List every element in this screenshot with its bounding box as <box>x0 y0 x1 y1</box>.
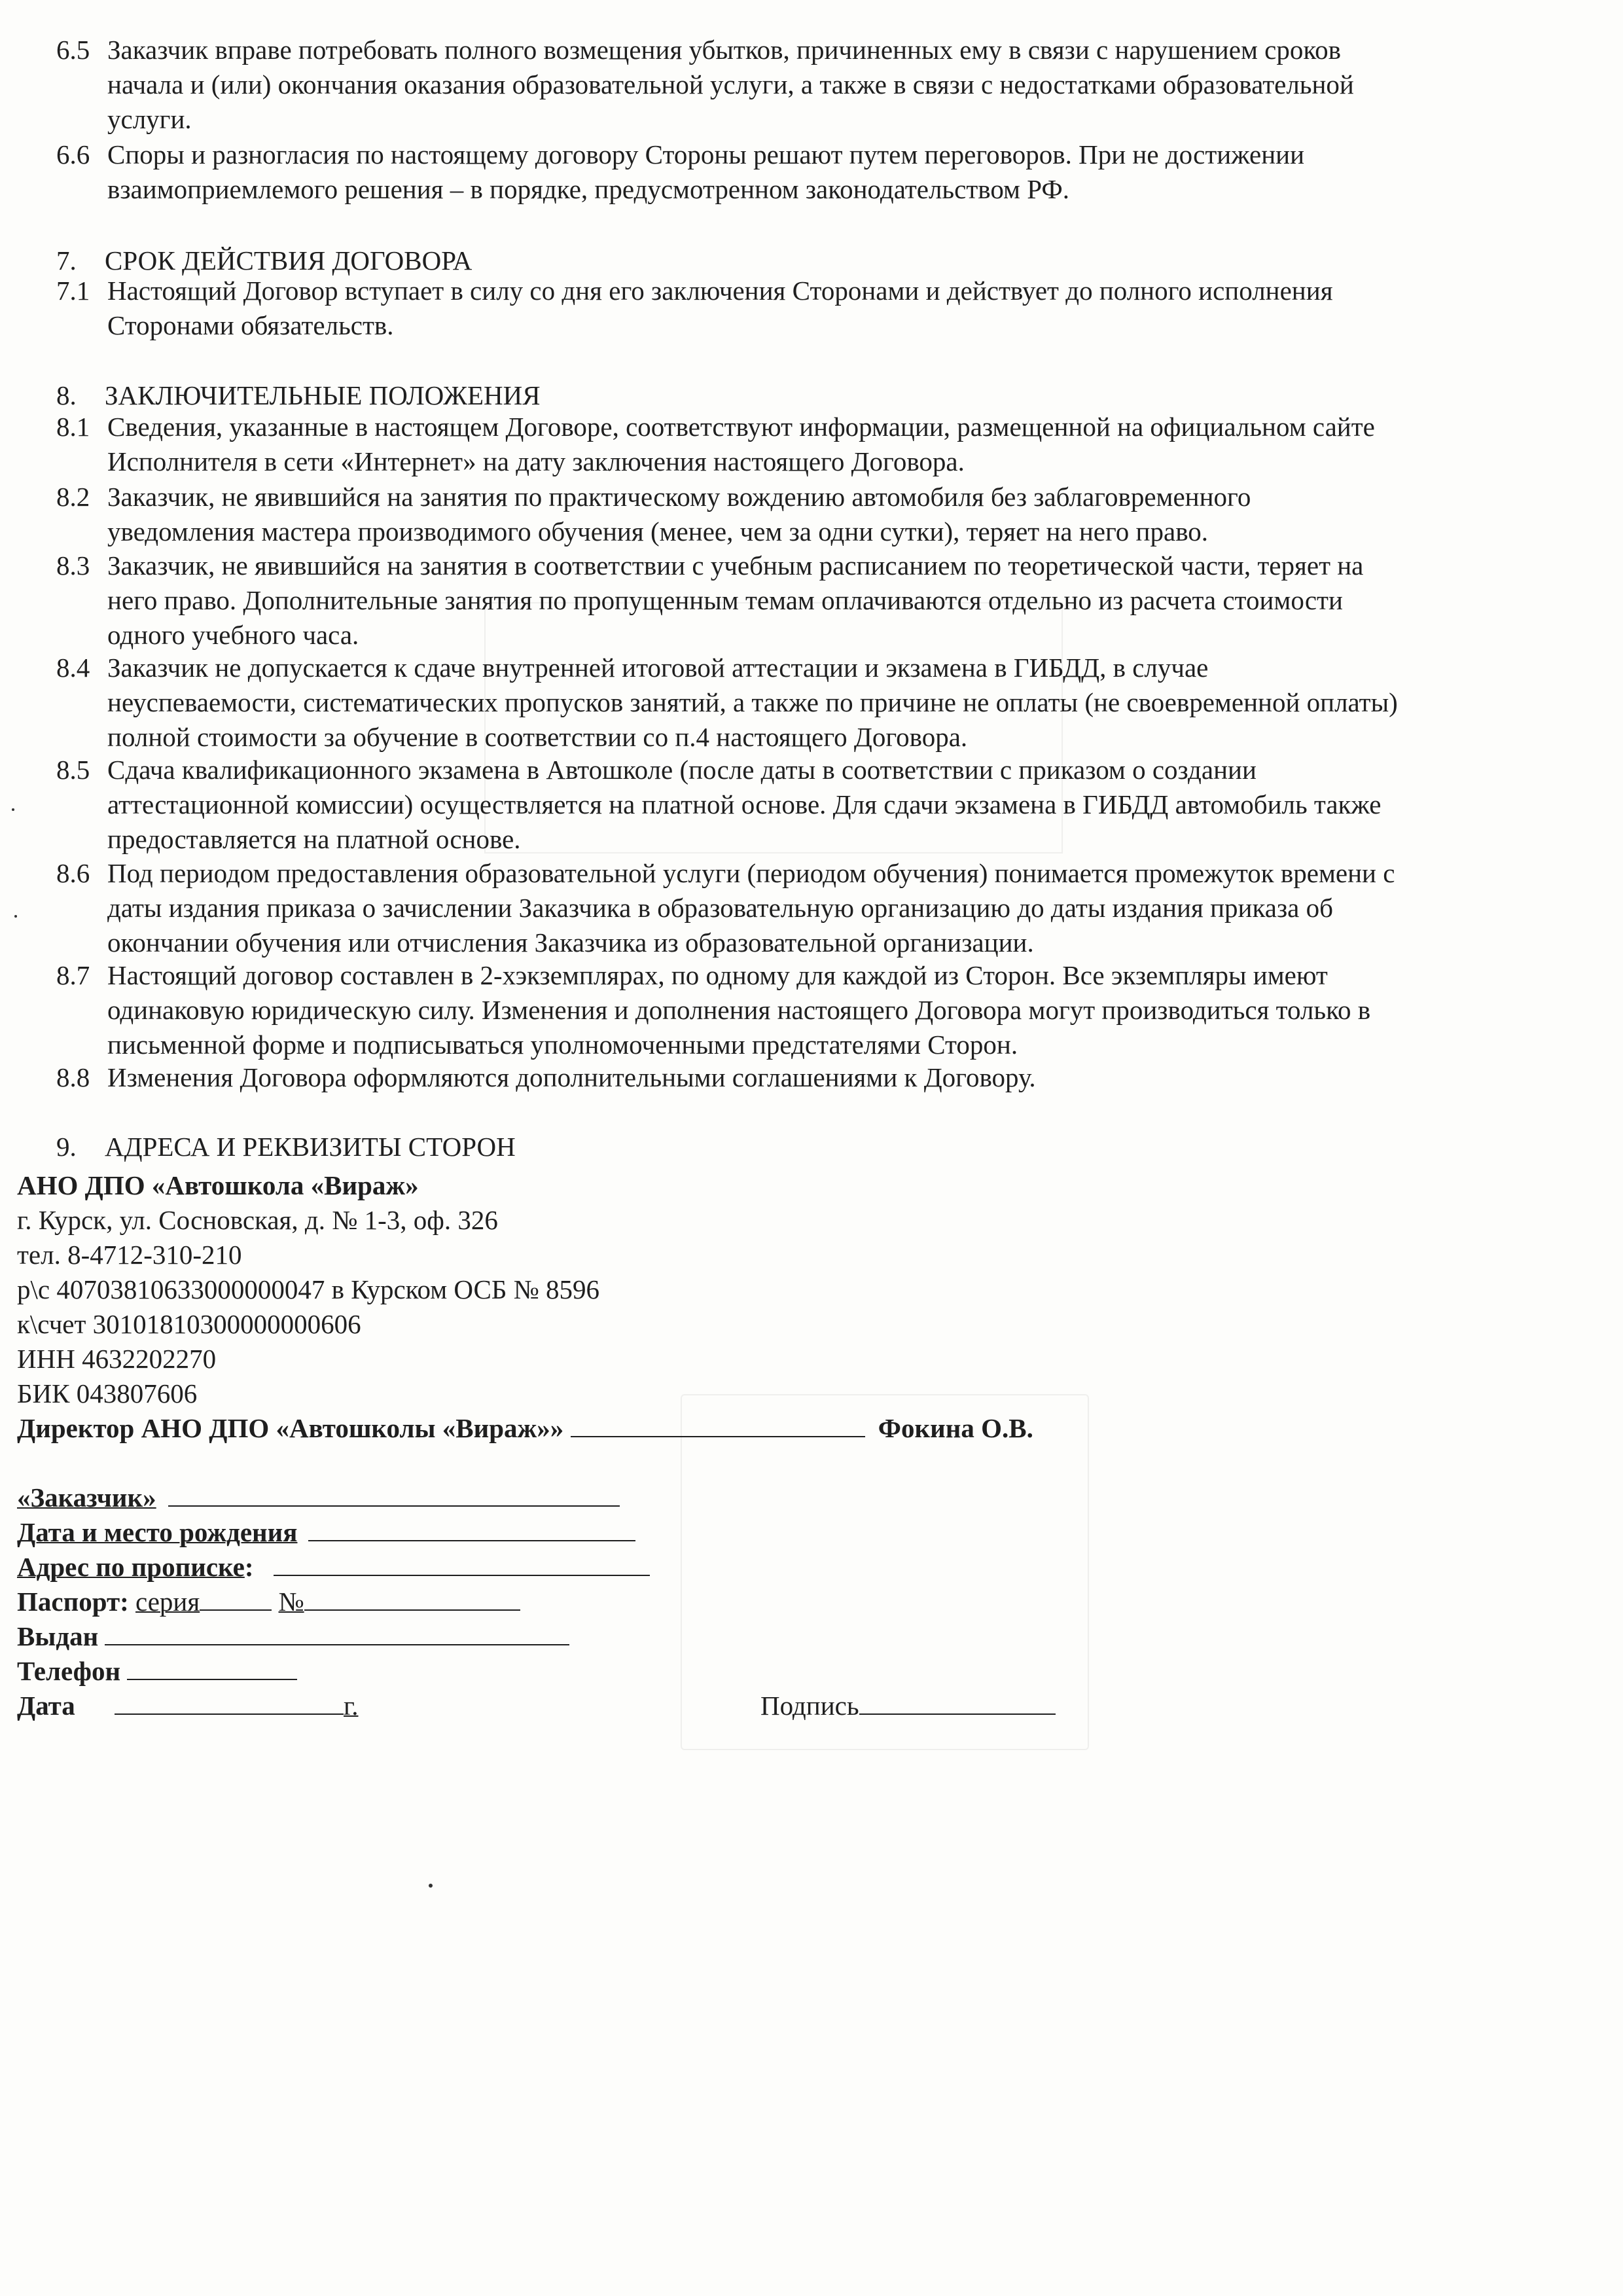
clause-number: 8.4 <box>56 653 90 683</box>
clause-text-line: Сведения, указанные в настоящем Договоре, соответствуют информации, размещенной на официальном сайте <box>107 412 1375 442</box>
section-number: 8. <box>56 380 77 410</box>
passport-number-label: № <box>278 1587 304 1617</box>
issued-blank <box>105 1622 569 1645</box>
clause-number: 8.6 <box>56 858 90 888</box>
signature-label: Подпись <box>760 1691 859 1721</box>
clause-number: 6.6 <box>56 139 90 170</box>
passport-number-blank <box>304 1587 520 1611</box>
org-inn: ИНН 4632202270 <box>17 1344 217 1374</box>
clause-text-line: одного учебного часа. <box>107 620 359 650</box>
birth-label: Дата и место рождения <box>17 1517 298 1547</box>
birth-blank <box>308 1518 635 1541</box>
director-label: Директор АНО ДПО «Автошколы «Вираж»» <box>17 1413 564 1443</box>
clause-text-line: аттестационной комиссии) осуществляется на платной основе. Для сдачи экзамена в ГИБДД автомобиль также <box>107 789 1382 819</box>
address-label: Адрес по прописке <box>17 1552 245 1582</box>
customer-name-blank <box>168 1483 620 1507</box>
clause-text-line: Настоящий договор составлен в 2-хэкземплярах, по одному для каждой из Сторон. Все экземпляры имеют <box>107 960 1328 990</box>
org-corr-account: к\счет 30101810300000000606 <box>17 1309 361 1339</box>
clause-text-line: неуспеваемости, систематических пропусков занятий, а также по причине не оплаты (не своевременной оплаты) <box>107 687 1398 717</box>
scan-speck <box>429 1884 433 1888</box>
clause-text-line: него право. Дополнительные занятия по пропущенным темам оплачиваются отдельно из расчета стоимости <box>107 585 1343 615</box>
phone-label: Телефон <box>17 1656 121 1686</box>
clause-number: 8.1 <box>56 412 90 442</box>
customer-title-line <box>17 1480 620 1515</box>
clause-text-line: Сдача квалификационного экзамена в Автошколе (после даты в соответствии с приказом о создании <box>107 755 1257 785</box>
clause-text-line: Сторонами обязательств. <box>107 310 394 340</box>
clause-text-line: Исполнителя в сети «Интернет» на дату заключения настоящего Договора. <box>107 446 965 476</box>
org-address: г. Курск, ул. Сосновская, д. № 1-3, оф. 326 <box>17 1205 498 1235</box>
director-signature-blank <box>571 1414 865 1437</box>
passport-series-blank <box>200 1587 272 1611</box>
phone-blank <box>127 1657 297 1680</box>
scan-speck <box>14 915 17 918</box>
birth-line <box>17 1515 635 1550</box>
clause-text-line: Настоящий Договор вступает в силу со дня его заключения Сторонами и действует до полного исполнения <box>107 276 1333 306</box>
clause-text-line: услуги. <box>107 104 192 134</box>
clause-number: 8.8 <box>56 1062 90 1092</box>
date-blank <box>115 1691 344 1715</box>
clause-number: 7.1 <box>56 276 90 306</box>
clause-text-line: Заказчик не допускается к сдаче внутренней итоговой аттестации и экзамена в ГИБДД, в случае <box>107 653 1209 683</box>
clause-text-line: предоставляется на платной основе. <box>107 824 521 854</box>
director-name: Фокина О.В. <box>878 1413 1033 1443</box>
clause-text-line: Заказчик, не явившийся на занятия по практическому вождению автомобиля без заблаговременного <box>107 482 1251 512</box>
section-title: ЗАКЛЮЧИТЕЛЬНЫЕ ПОЛОЖЕНИЯ <box>105 380 541 410</box>
clause-text-line: взаимоприемлемого решения – в порядке, предусмотренном законодательством РФ. <box>107 174 1069 204</box>
year-suffix: г. <box>344 1691 359 1721</box>
clause-text-line: одинаковую юридическую силу. Изменения и дополнения настоящего Договора могут производиться только в <box>107 995 1371 1025</box>
clause-text-line: письменной форме и подписываться уполномоченными предстателями Сторон. <box>107 1030 1018 1060</box>
customer-title: «Заказчик» <box>17 1482 156 1513</box>
clause-text-line: Заказчик вправе потребовать полного возмещения убытков, причиненных ему в связи с нарушением сроков <box>107 35 1342 65</box>
phone-line <box>17 1654 297 1689</box>
clause-text-line: начала и (или) окончания оказания образовательной услуги, а также в связи с недостатками образовательной <box>107 69 1354 99</box>
clause-text-line: окончании обучения или отчисления Заказчика из образовательной организации. <box>107 927 1034 958</box>
address-colon: : <box>244 1552 254 1582</box>
address-line <box>17 1550 650 1585</box>
org-account: р\с 40703810633000000047 в Курском ОСБ № 8596 <box>17 1274 600 1304</box>
clause-text-line: Заказчик, не явившийся на занятия в соответствии с учебным расписанием по теоретической части, теряет на <box>107 550 1364 581</box>
date-label: Дата <box>17 1691 75 1721</box>
director-line <box>17 1411 1033 1446</box>
org-bik: БИК 043807606 <box>17 1378 198 1408</box>
section-title: АДРЕСА И РЕКВИЗИТЫ СТОРОН <box>105 1132 516 1162</box>
address-blank <box>274 1552 650 1576</box>
org-name: АНО ДПО «Автошкола «Вираж» <box>17 1170 419 1200</box>
signature-blank <box>859 1691 1056 1715</box>
clause-text-line: Изменения Договора оформляются дополнительными соглашениями к Договору. <box>107 1062 1036 1092</box>
clause-text-line: полной стоимости за обучение в соответствии со п.4 настоящего Договора. <box>107 722 968 752</box>
clause-text-line: Под периодом предоставления образовательной услуги (периодом обучения) понимается промежуток времени с <box>107 858 1395 888</box>
section-number: 9. <box>56 1132 77 1162</box>
issued-label: Выдан <box>17 1621 99 1651</box>
scan-speck <box>12 808 14 811</box>
clause-number: 8.5 <box>56 755 90 785</box>
clause-text-line: Споры и разногласия по настоящему договору Стороны решают путем переговоров. При не достижении <box>107 139 1305 170</box>
clause-number: 8.7 <box>56 960 90 990</box>
passport-line <box>17 1585 520 1619</box>
clause-text-line: даты издания приказа о зачислении Заказчика в образовательную организацию до даты издания приказа об <box>107 893 1333 923</box>
section-title: СРОК ДЕЙСТВИЯ ДОГОВОРА <box>105 245 473 276</box>
signature-line <box>760 1689 1056 1723</box>
date-line <box>17 1689 359 1723</box>
clause-number: 6.5 <box>56 35 90 65</box>
clause-number: 8.2 <box>56 482 90 512</box>
org-phone: тел. 8-4712-310-210 <box>17 1240 242 1270</box>
issued-line <box>17 1619 569 1654</box>
passport-series-label: серия <box>135 1587 200 1617</box>
section-number: 7. <box>56 245 77 276</box>
passport-label: Паспорт: <box>17 1587 129 1617</box>
clause-text-line: уведомления мастера производимого обучения (менее, чем за одни сутки), теряет на него право. <box>107 516 1209 547</box>
clause-number: 8.3 <box>56 550 90 581</box>
